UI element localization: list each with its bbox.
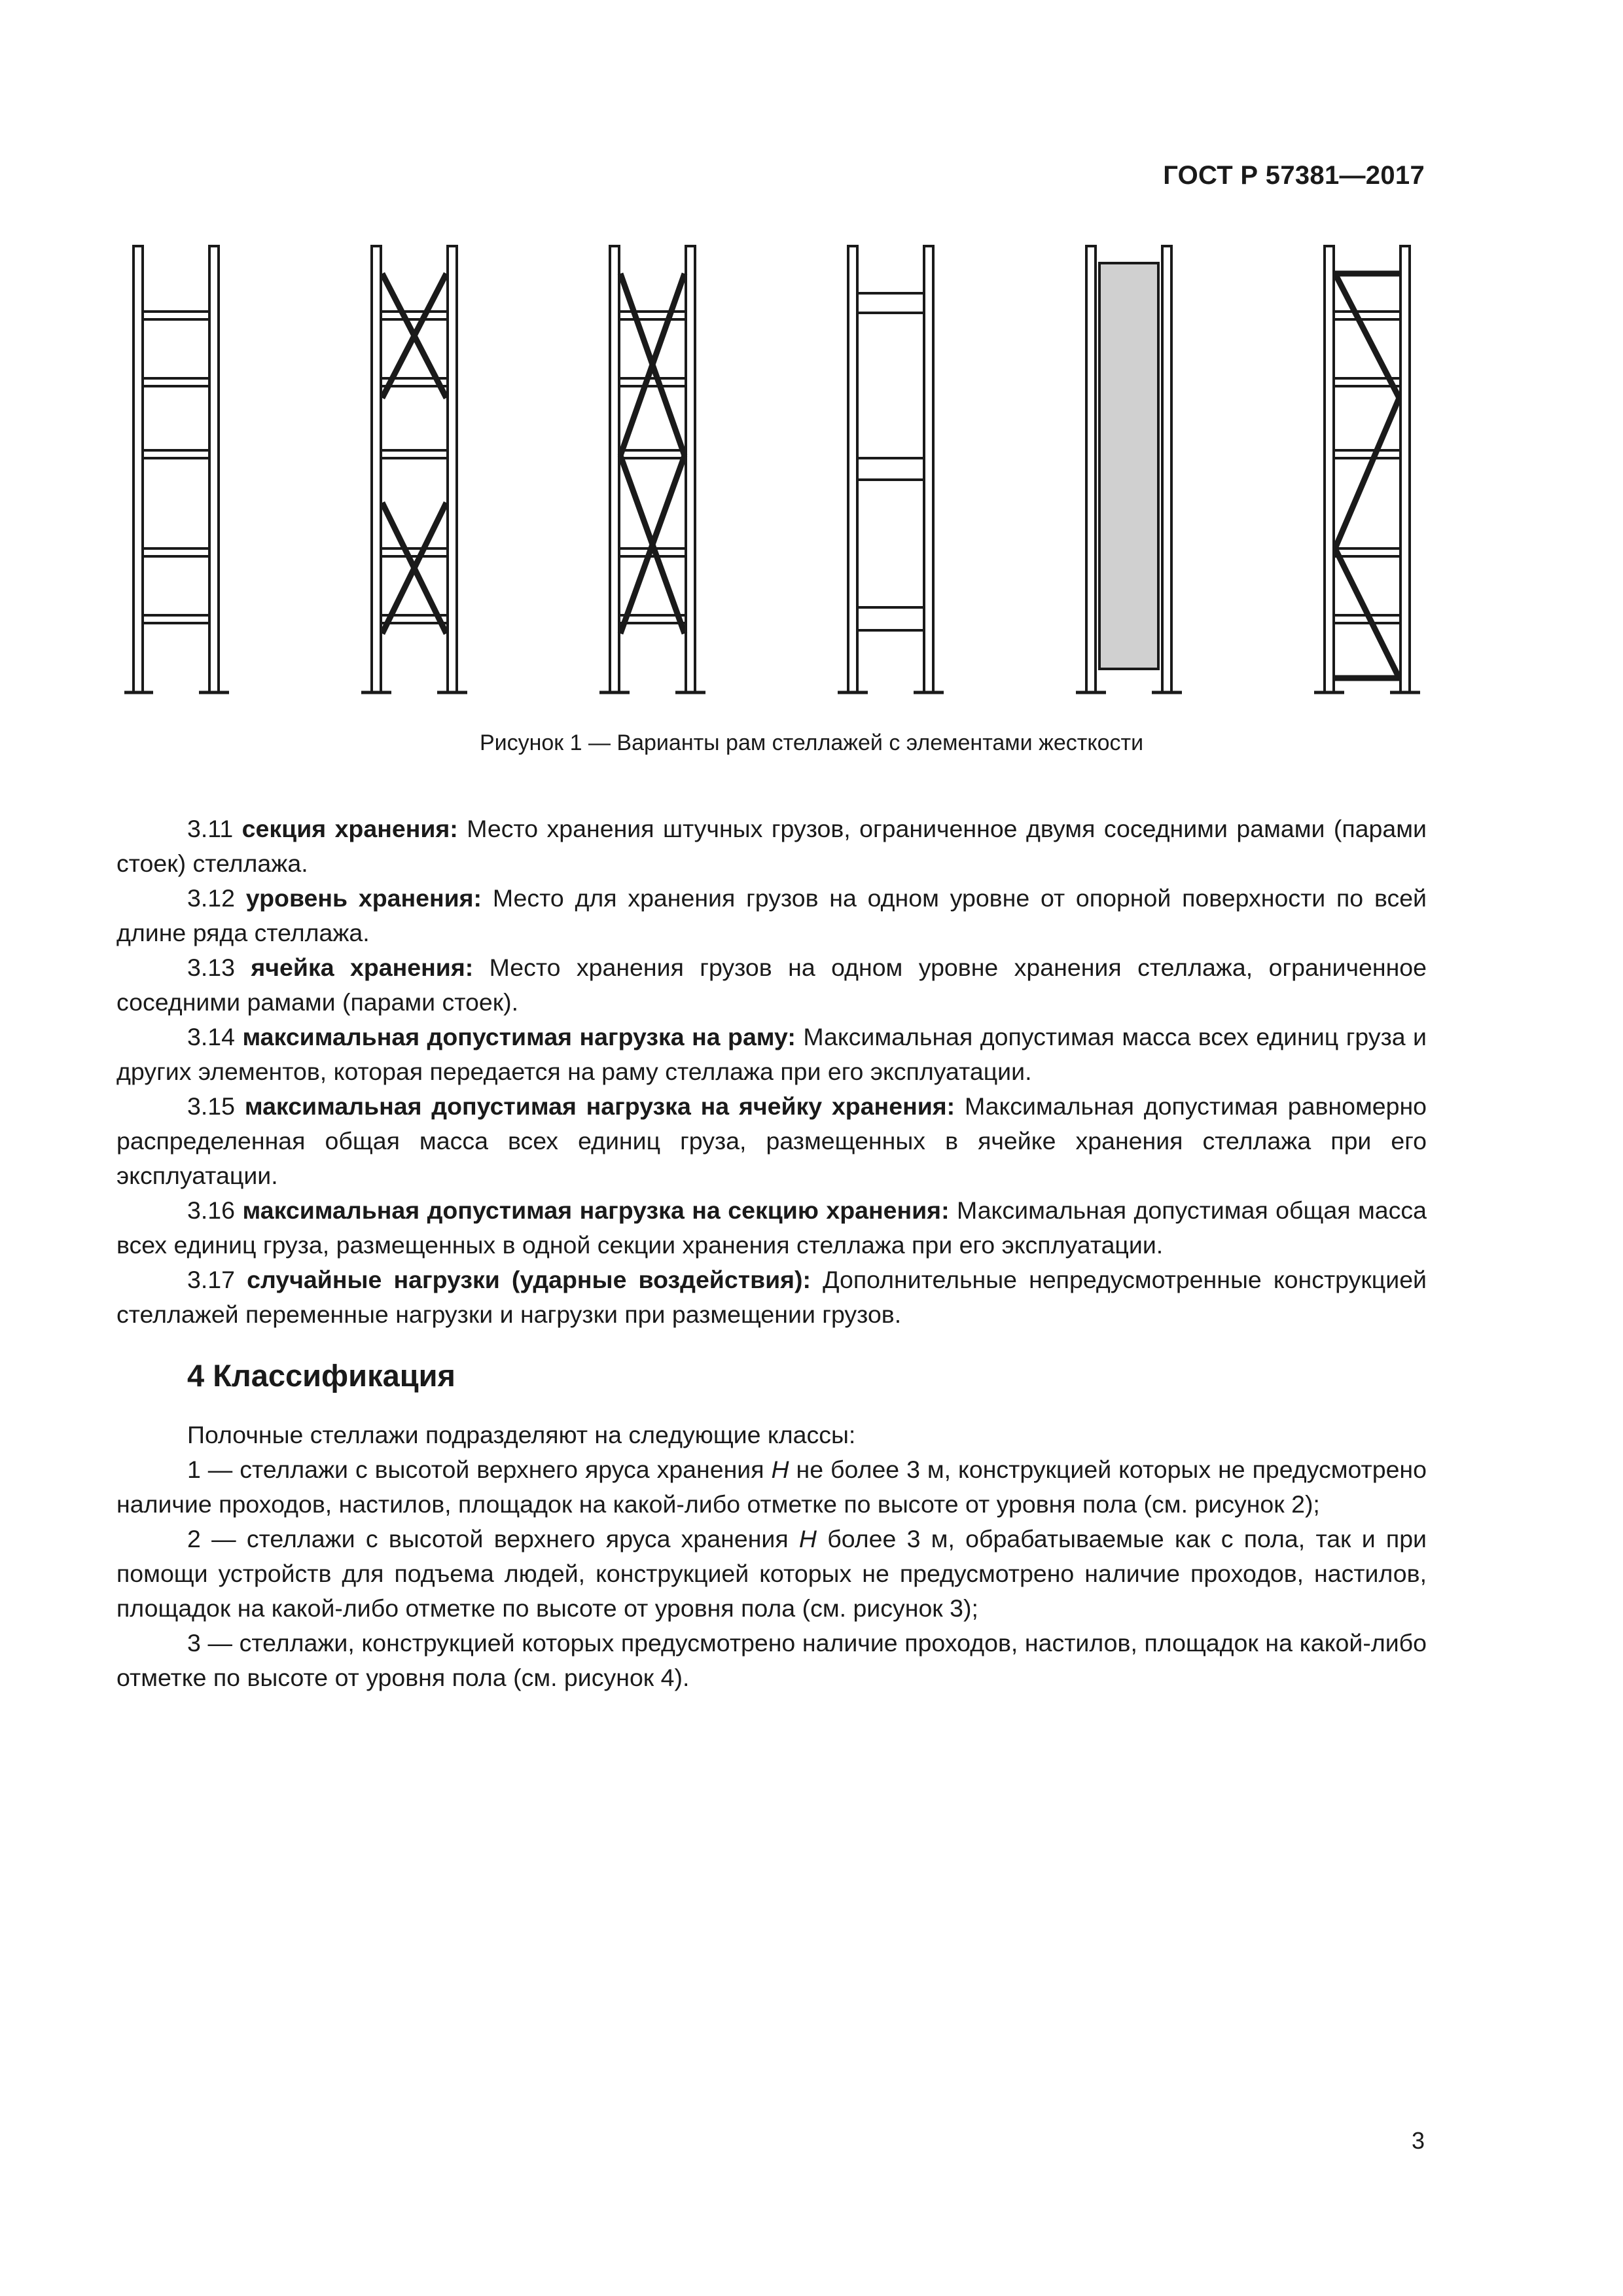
definition-text: Максимальная допустимая равномерно распределенная общая масса всех единиц груза, размещенных в ячейке хранения стеллажа при его эксплуатации.	[116, 1092, 1427, 1189]
frame-double-beams	[838, 246, 944, 692]
figure-rack-frames	[124, 241, 1433, 707]
height-variable: H	[771, 1456, 789, 1483]
class-text-start: 3 — стеллажи, конструкцией которых предусмотрено наличие проходов, настилов, площадок на какой-либо отметке по высоте от уровня пола (см. рисунок 4).	[116, 1629, 1427, 1691]
frame-horizontal-braces	[124, 246, 229, 692]
definition-text: Место хранения штучных грузов, ограниченное двумя соседними рамами (парами стоек) стеллажа.	[116, 815, 1427, 877]
definition-item	[116, 950, 1427, 1020]
rack-frames-drawing	[124, 241, 1433, 707]
class-item	[116, 1522, 1427, 1626]
class-text-start: 1 — стеллажи с высотой верхнего яруса хранения	[187, 1456, 772, 1483]
section-title: 4 Классификация	[187, 1358, 455, 1393]
section-intro: Полочные стеллажи подразделяют на следующие классы:	[187, 1421, 856, 1448]
definition-text: Максимальная допустимая общая масса всех единиц груза, размещенных в одной секции хранения стеллажа при его эксплуатации.	[116, 1196, 1427, 1259]
figure-caption: Рисунок 1 — Варианты рам стеллажей с элементами жесткости	[479, 730, 1144, 755]
definition-number: 3.11	[187, 815, 234, 842]
frame-x-braces-two	[361, 246, 467, 692]
class-text-end: более 3 м, обрабатываемые как с пола, так и при помощи устройств для подъема людей, конструкцией которых не предусмотрено наличие проходов, настилов, площадок на какой-либо отметке по высоте от уровня пола (см. рисунок 3);	[116, 1525, 1427, 1622]
classes-list	[116, 1452, 1427, 1695]
upright-post	[372, 246, 381, 692]
definition-text: Место хранения грузов на одном уровне хранения стеллажа, ограниченное соседними рамами (парами стоек).	[116, 954, 1427, 1016]
upright-post	[134, 246, 143, 692]
upright-post	[448, 246, 457, 692]
frame-zigzag-braces	[1314, 246, 1420, 692]
upright-post	[848, 246, 857, 692]
definition-term: максимальная допустимая нагрузка на секцию хранения:	[242, 1196, 950, 1224]
upright-post	[1400, 246, 1410, 692]
definition-item	[116, 812, 1427, 881]
definition-item	[116, 881, 1427, 950]
definition-term: случайные нагрузки (ударные воздействия):	[247, 1266, 812, 1293]
upright-post	[924, 246, 933, 692]
definition-term: максимальная допустимая нагрузка на раму:	[242, 1023, 796, 1050]
definition-number: 3.12	[187, 884, 235, 912]
page-number: 3	[1411, 2127, 1425, 2154]
definition-item	[116, 1020, 1427, 1089]
diagonal-brace	[1335, 398, 1399, 548]
document-header: ГОСТ Р 57381—2017	[1163, 161, 1425, 190]
upright-post	[1086, 246, 1096, 692]
frame-x-braces-full	[599, 246, 705, 692]
definition-number: 3.13	[187, 954, 235, 981]
upright-post	[209, 246, 219, 692]
upright-post	[686, 246, 695, 692]
definition-term: уровень хранения:	[245, 884, 482, 912]
class-item	[116, 1626, 1427, 1695]
definition-term: секция хранения:	[241, 815, 458, 842]
definition-number: 3.17	[187, 1266, 235, 1293]
height-variable: H	[798, 1525, 817, 1552]
definition-term: ячейка хранения:	[251, 954, 474, 981]
definition-term: максимальная допустимая нагрузка на ячейку хранения:	[244, 1092, 955, 1120]
class-text-start: 2 — стеллажи с высотой верхнего яруса хранения	[187, 1525, 799, 1552]
definition-number: 3.16	[187, 1196, 235, 1224]
class-item	[116, 1452, 1427, 1522]
definition-text: Максимальная допустимая масса всех единиц груза и других элементов, которая передается на раму стеллажа при его эксплуатации.	[116, 1023, 1427, 1085]
definition-item	[116, 1263, 1427, 1332]
definition-text: Место для хранения грузов на одном уровне от опорной поверхности по всей длине ряда стеллажа.	[116, 884, 1427, 946]
upright-post	[1162, 246, 1171, 692]
definition-item	[116, 1193, 1427, 1263]
definition-number: 3.15	[187, 1092, 235, 1120]
definition-item	[116, 1089, 1427, 1193]
frame-solid-panel	[1076, 246, 1182, 692]
solid-panel	[1099, 263, 1158, 669]
document-body	[116, 812, 1427, 1695]
definition-number: 3.14	[187, 1023, 235, 1050]
definitions-list	[116, 812, 1427, 1332]
upright-post	[610, 246, 619, 692]
definition-text: Дополнительные непредусмотренные конструкцией стеллажей переменные нагрузки и нагрузки при размещении грузов.	[116, 1266, 1427, 1328]
upright-post	[1325, 246, 1334, 692]
diagonal-brace	[1335, 548, 1399, 678]
class-text-end: не более 3 м, конструкцией которых не предусмотрено наличие проходов, настилов, площадок на какой-либо отметке по высоте от уровня пола (см. рисунок 2);	[116, 1456, 1427, 1518]
